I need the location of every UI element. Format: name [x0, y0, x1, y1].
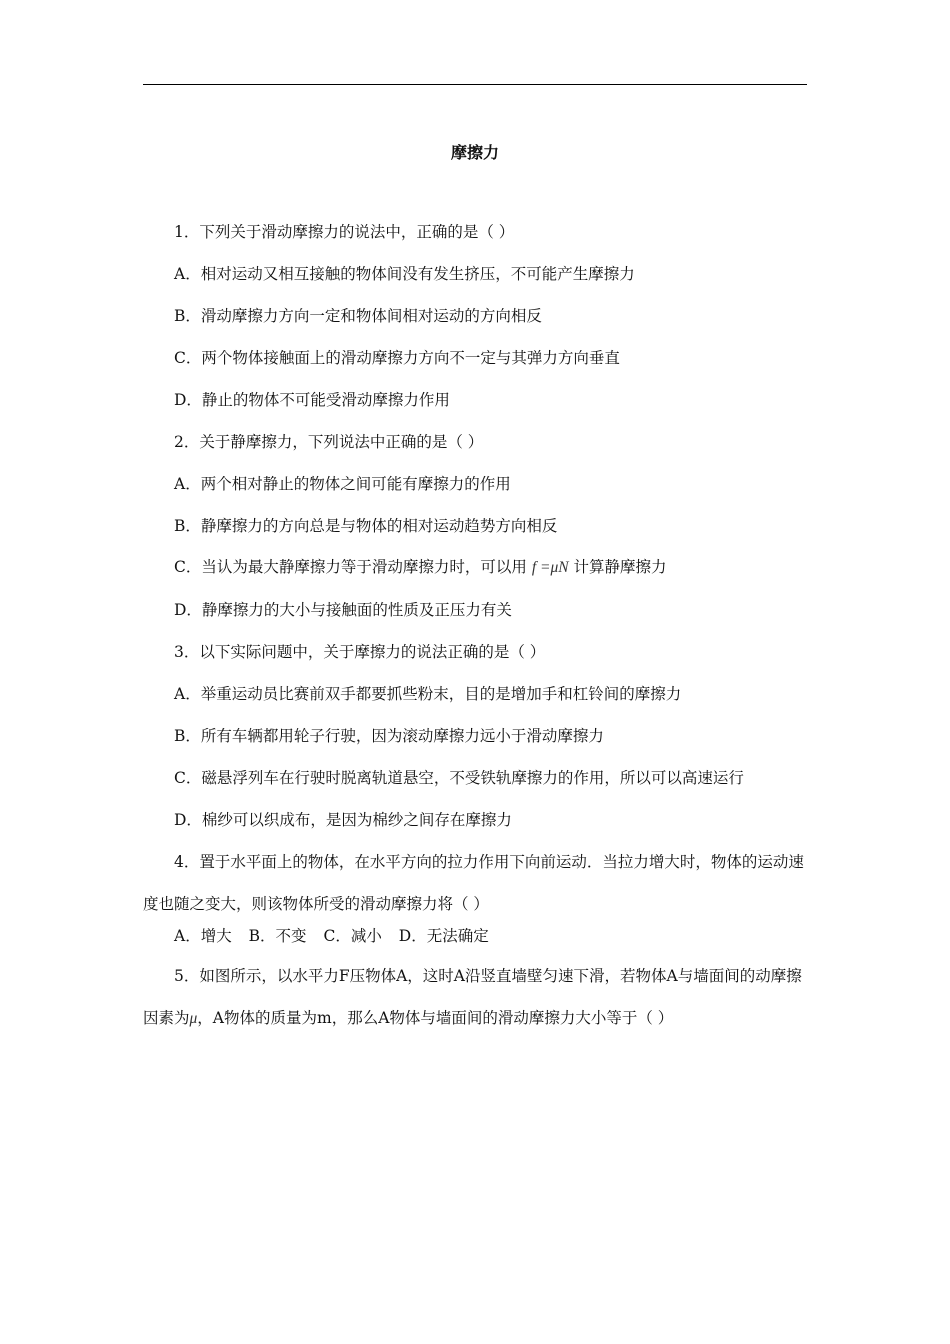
mu-symbol: μ: [189, 1010, 198, 1027]
q5-stem-text-post: ，A物体的质量为m，那么A物体与墙面间的滑动摩擦力大小等于（ ）: [197, 1009, 674, 1027]
q3-option-a: A．举重运动员比赛前双手都要抓些粉末，目的是增加手和杠铃间的摩擦力: [174, 685, 682, 703]
header-rule: [143, 84, 807, 85]
q2-option-c-text-post: 计算静摩擦力: [573, 558, 667, 576]
page-title: 摩擦力: [450, 143, 499, 162]
q5-stem-text-pre: 5．如图所示，以水平力F压物体A，这时A沿竖直墙壁匀速下滑，若物体A与墙面间的动摩擦因素为: [143, 967, 802, 1027]
q3-stem: 3．以下实际问题中，关于摩擦力的说法正确的是（ ）: [174, 643, 546, 661]
q5-stem: [143, 955, 807, 1040]
q4-option-c: C．减小: [323, 927, 382, 945]
q4-stem: 4．置于水平面上的物体，在水平方向的拉力作用下向前运动．当拉力增大时，物体的运动速度也随之变大，则该物体所受的滑动摩擦力将（ ）: [143, 853, 804, 913]
q2-option-b: B．静摩擦力的方向总是与物体的相对运动趋势方向相反: [174, 517, 558, 535]
q3-option-b: B．所有车辆都用轮子行驶，因为滚动摩擦力远小于滑动摩擦力: [174, 727, 604, 745]
q4-options: [174, 926, 489, 946]
q1-option-a: A．相对运动又相互接触的物体间没有发生挤压，不可能产生摩擦力: [174, 265, 635, 283]
q2-option-d: D．静摩擦力的大小与接触面的性质及正压力有关: [174, 601, 512, 619]
q4-option-b: B．不变: [248, 927, 307, 945]
q1-option-c: C．两个物体接触面上的滑动摩擦力方向不一定与其弹力方向垂直: [174, 349, 620, 367]
q3-option-d: D．棉纱可以织成布，是因为棉纱之间存在摩擦力: [174, 811, 512, 829]
q4-option-a: A．增大: [174, 927, 232, 945]
q1-option-d: D．静止的物体不可能受滑动摩擦力作用: [174, 391, 450, 409]
q2-option-a: A．两个相对静止的物体之间可能有摩擦力的作用: [174, 475, 511, 493]
q3-option-c: C．磁悬浮列车在行驶时脱离轨道悬空，不受铁轨摩擦力的作用，所以可以高速运行: [174, 769, 744, 787]
q2-stem: 2．关于静摩擦力，下列说法中正确的是（ ）: [174, 433, 484, 451]
q1-stem: 1．下列关于滑动摩擦力的说法中，正确的是（ ）: [174, 223, 515, 241]
friction-formula: f =μN: [531, 559, 569, 576]
q1-option-b: B．滑动摩擦力方向一定和物体间相对运动的方向相反: [174, 307, 542, 325]
q2-option-c: [174, 557, 667, 578]
q4-option-d: D．无法确定: [398, 927, 489, 945]
q2-option-c-text-pre: C．当认为最大静摩擦力等于滑动摩擦力时，可以用: [174, 558, 527, 576]
